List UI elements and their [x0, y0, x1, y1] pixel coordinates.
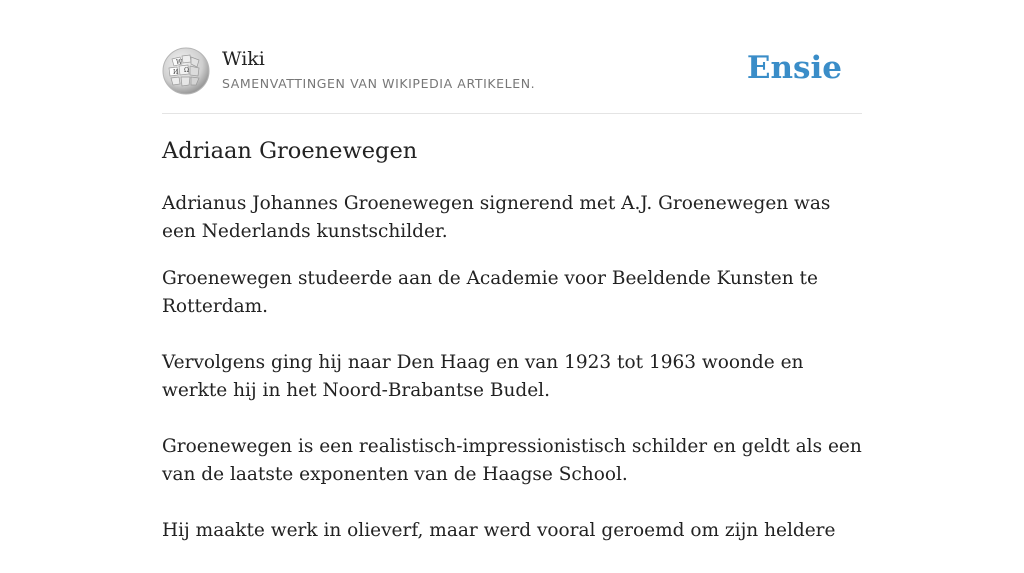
site-title[interactable]: Wiki [222, 48, 265, 70]
page-title: Adriaan Groenewegen [162, 138, 418, 164]
wikipedia-globe-icon[interactable] [162, 47, 210, 95]
site-subtitle: SAMENVATTINGEN VAN WIKIPEDIA ARTIKELEN. [222, 76, 536, 91]
svg-text:W: W [176, 59, 183, 66]
svg-text:И: И [173, 69, 179, 76]
article-lead-paragraph: Adrianus Johannes Groenewegen signerend met A.J. Groenewegen was een Nederlands kunstschilder. [162, 193, 831, 242]
article-paragraph: Vervolgens ging hij naar Den Haag en van 1923 tot 1963 woonde en werkte hij in het Noord-Brabantse Budel. [162, 352, 804, 401]
article-body [162, 190, 862, 573]
header-divider [162, 113, 862, 114]
article-paragraph: Hij maakte werk in olieverf, maar werd vooral geroemd om zijn heldere [162, 520, 836, 541]
brand-logo-link[interactable]: Ensie [746, 50, 842, 86]
article-paragraph: Groenewegen studeerde aan de Academie voor Beeldende Kunsten te Rotterdam. [162, 268, 818, 317]
site-header [162, 44, 862, 114]
svg-text:Ω: Ω [184, 67, 189, 74]
article-paragraph: Groenewegen is een realistisch-impressionistisch schilder en geldt als een van de laatste exponenten van de Haagse School. [162, 436, 862, 485]
